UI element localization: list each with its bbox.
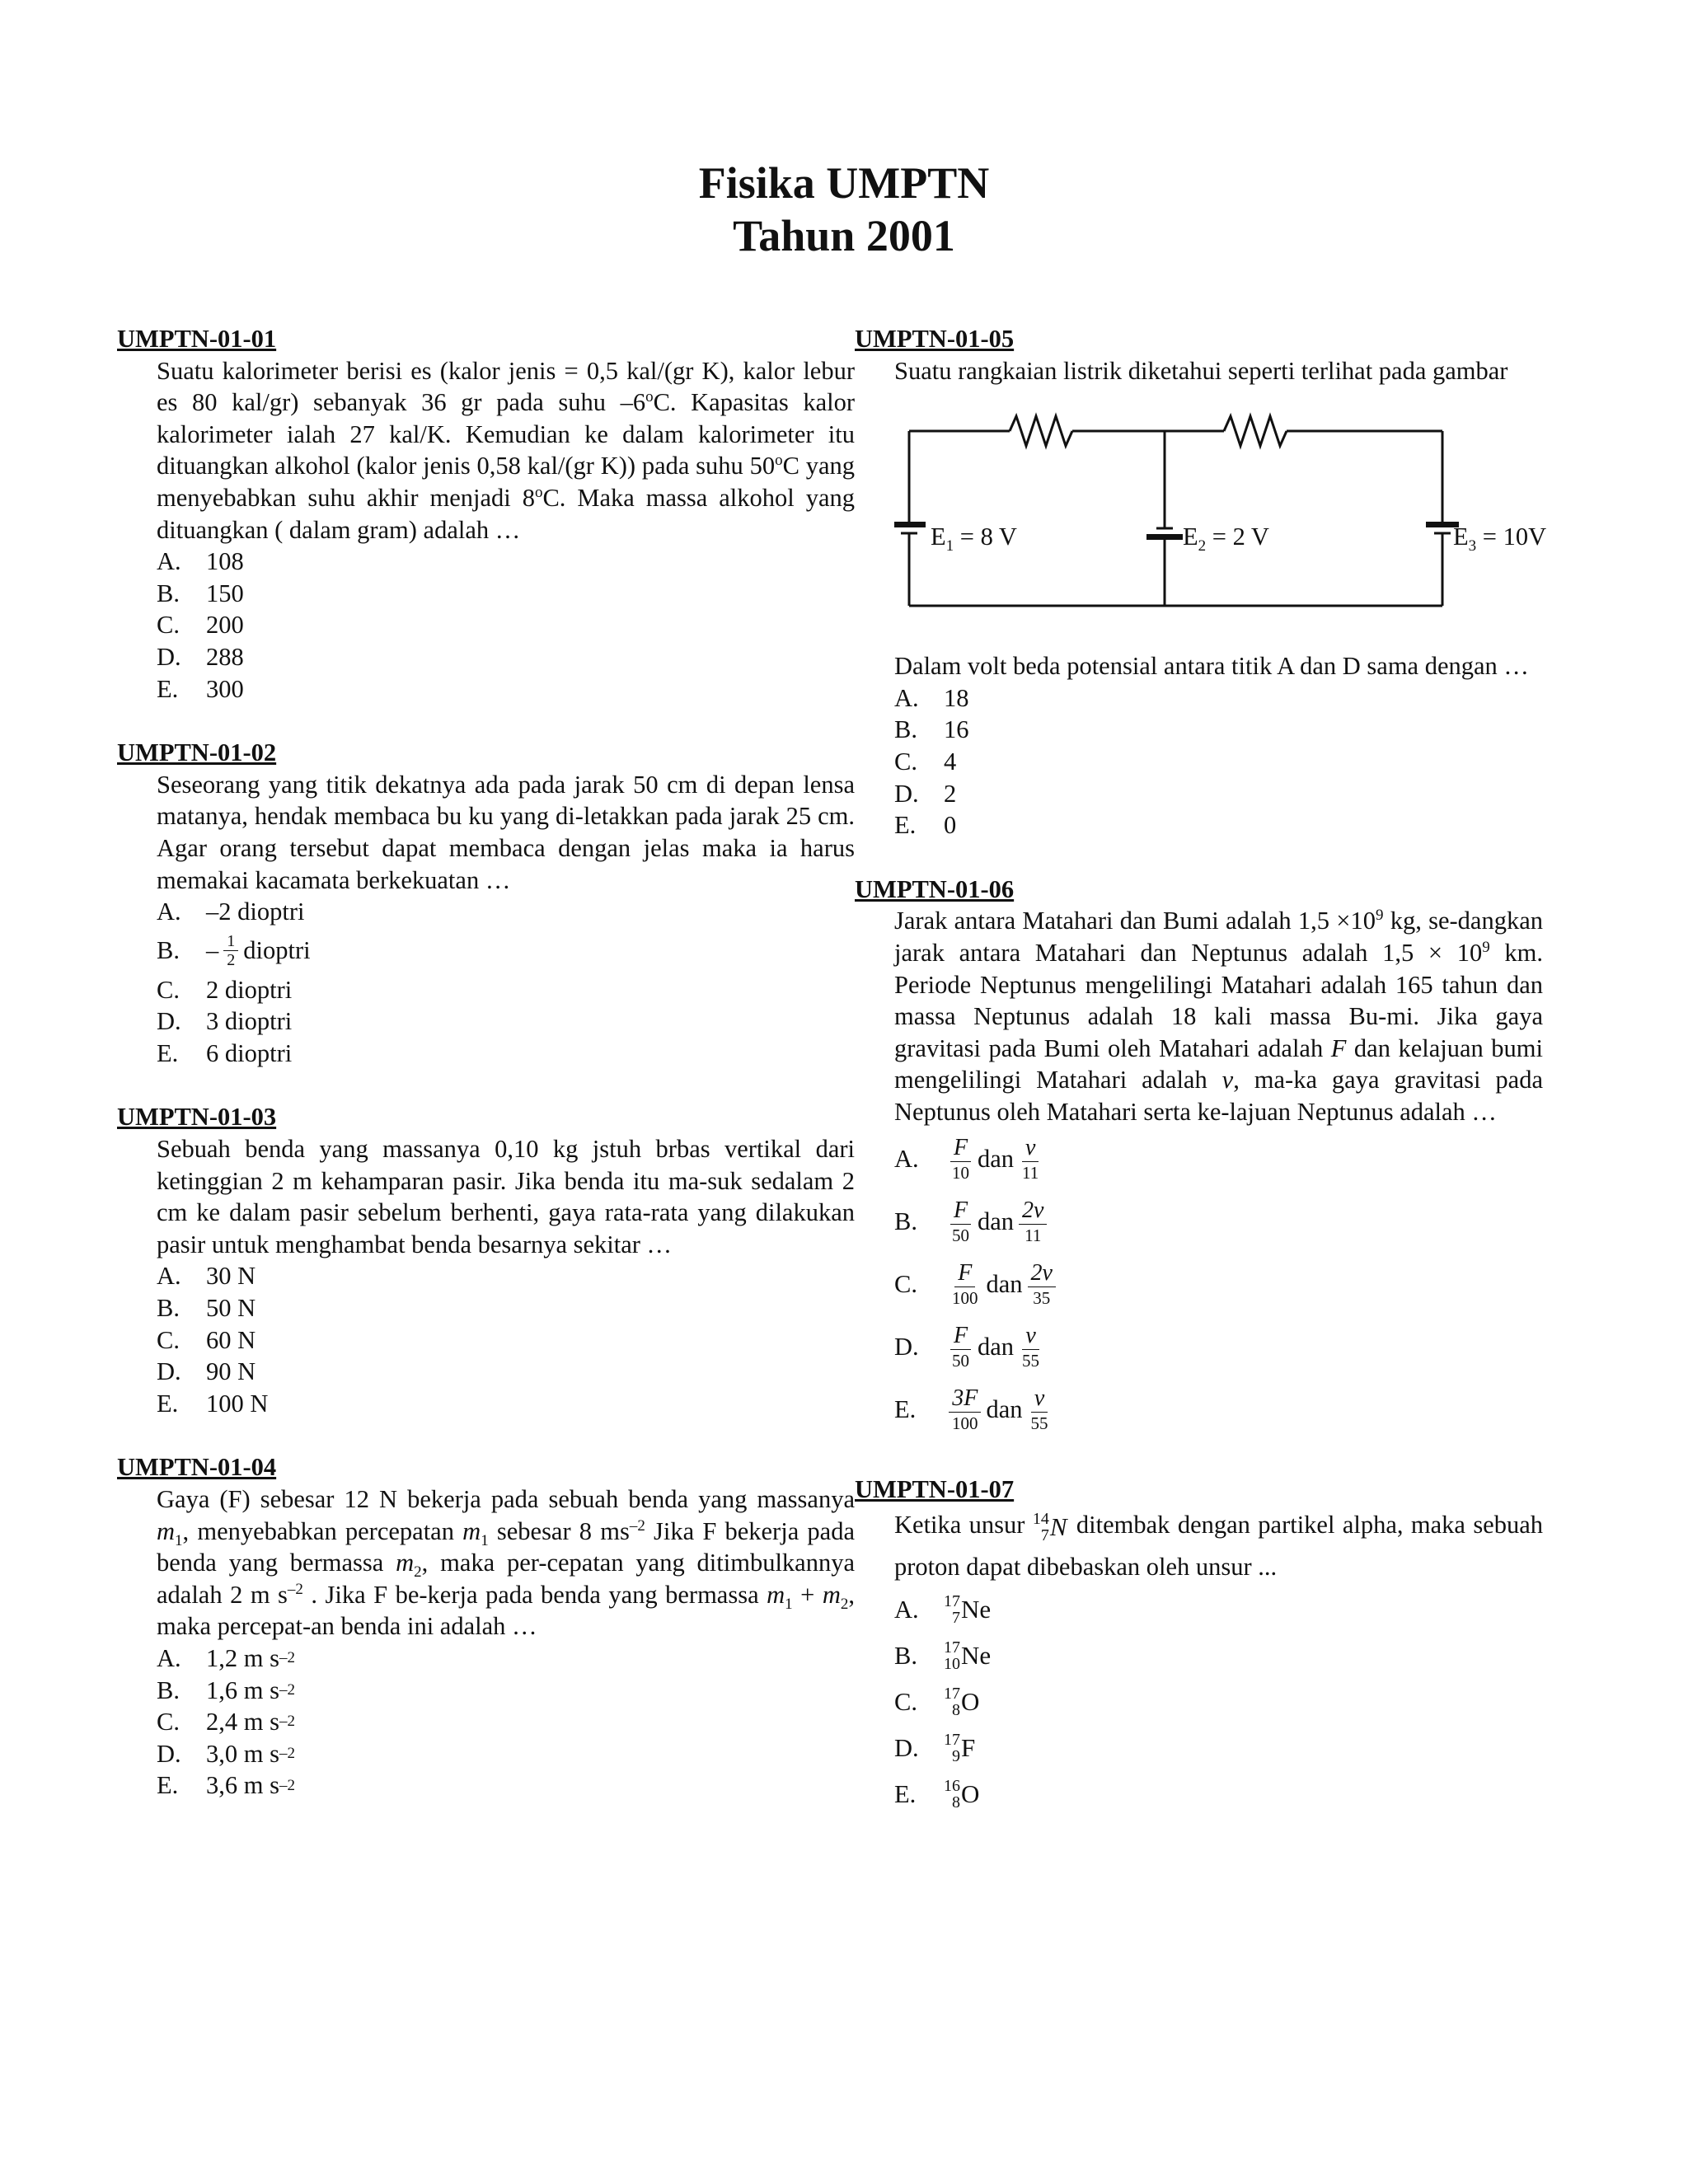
option-a: A. $\frac{F}{10}$ dan $\frac{v}{11}$	[894, 1128, 1543, 1191]
battery-2-label: $E_2 = 2$ V	[1183, 523, 1269, 555]
question-stem: Suatu rangkaian listrik diketahui seperti terlihat pada gambar	[894, 356, 1508, 385]
battery-1-long-plate	[894, 522, 926, 527]
option-a: A. 18	[894, 683, 969, 712]
question-6	[855, 874, 1543, 1441]
fraction: $\frac{v}{11}$	[1022, 1135, 1039, 1183]
fraction: $\frac{F}{50}$	[949, 1323, 973, 1371]
question-id: UMPTN-01-05	[855, 325, 1015, 353]
nuclide: 17 7 Ne	[944, 1592, 992, 1628]
fraction: $\frac{F}{100}$	[952, 1260, 978, 1308]
option-c: C. 4	[894, 747, 957, 776]
option-d: D. $\frac{F}{50}$ dan $\frac{v}{55}$	[894, 1316, 1543, 1379]
option-a: A. 1,2 m s –2	[157, 1643, 295, 1672]
option-e: E. 3,6 m s –2	[157, 1771, 295, 1800]
option-b: B. 150	[157, 579, 244, 607]
question-4	[117, 1451, 855, 1802]
question-stem: Jarak antara Matahari dan Bumi adalah $1,5 \times 10^9$ kg, se-dangkan jarak antara Matahari dan Neptunus adalah $1,5 \times 10^9$ km. Periode Neptunus mengelilingi Matahari adalah 165 tahun dan massa Neptunus adalah 18 kali massa Bu-mi. Jika gaya gravitasi pada Bumi oleh Matahari adalah F dan kelajuan bumi mengelilingi Matahari adalah v, ma-ka gaya gravitasi pada Neptunus oleh Matahari serta ke-lajuan Neptunus adalah …	[894, 907, 1543, 1126]
circuit-diagram	[894, 391, 1578, 630]
battery-1-label: $E_1 = 8$ V	[931, 523, 1017, 555]
question-id: UMPTN-01-02	[117, 738, 277, 767]
option-a: A. 30 N	[157, 1262, 256, 1291]
option-e: E. 100 N	[157, 1389, 269, 1418]
option-d: D. 3 dioptri	[157, 1007, 293, 1036]
fraction: $\frac{v}{55}$	[1030, 1385, 1048, 1433]
right-column	[855, 323, 1547, 1849]
question-7	[855, 1474, 1543, 1818]
circuit-wires	[894, 391, 1578, 630]
question-stem: Suatu kalorimeter berisi es (kalor jenis = 0,5 kal/(gr K), kalor lebur es 80 kal/gr) sebanyak 36 gr pada suhu –6$^o$C. Kapasitas kalor kalorimeter ialah 27 kal/K. Kemudian ke dalam kalorimeter itu dituangkan alkohol (kalor jenis 0,58 kal/(gr K)) pada suhu 50$^o$C yang menyebabkan suhu akhir menjadi 8$^o$C. Maka massa alkohol yang dituangkan ( dalam gram) adalah …	[157, 356, 855, 544]
question-5	[855, 323, 1547, 841]
resistor-2	[1224, 416, 1287, 446]
option-e: E. $\frac{3F}{100}$ dan $\frac{v}{55}$	[894, 1379, 1543, 1441]
question-1	[117, 323, 855, 705]
option-b: B. 1,6 m s –2	[157, 1675, 295, 1704]
option-b: B. 50 N	[157, 1294, 256, 1323]
question-3	[117, 1101, 855, 1419]
option-c: C. 2,4 m s –2	[157, 1708, 295, 1736]
fraction: $\frac{v}{55}$	[1022, 1323, 1040, 1371]
title-line-1: Fisika UMPTN	[698, 158, 990, 208]
battery-2-long-plate	[1146, 534, 1183, 540]
question-id: UMPTN-01-03	[117, 1103, 277, 1132]
option-b: B. – $\frac{1}{2}$ dioptri	[157, 932, 311, 970]
option-d: D. 288	[157, 642, 244, 671]
nuclide: 17 8 O	[944, 1685, 980, 1720]
question-stem: Gaya (F) sebesar 12 N bekerja pada sebuah benda yang massanya $m_1$, menyebabkan percepatan $m_1$ sebesar 8 $ms^{-2}$ Jika F bekerja pada benda yang bermassa $m_2$, maka per-cepatan yang ditimbulkannya adalah 2 m $s^{-2}$ . Jika F be-kerja pada benda yang bermassa $m_1 + m_2$, maka percepat-an benda ini adalah …	[157, 1485, 855, 1641]
option-c: C. 17 8 O	[894, 1685, 980, 1720]
left-column	[117, 323, 855, 1834]
option-e: E. 16 8 O	[894, 1777, 980, 1812]
question-stem-continued: Dalam volt beda potensial antara titik A dan D sama dengan …	[894, 652, 1529, 681]
question-id: UMPTN-01-06	[855, 874, 1015, 903]
question-stem: Ketika unsur 14 7 N ditembak dengan partikel alpha, maka sebuah proton dapat dibebaskan oleh unsur ...	[894, 1505, 1543, 1586]
option-b: B. $\frac{F}{50}$ dan $\frac{2v}{11}$	[894, 1191, 1543, 1254]
fraction: $\frac{3F}{100}$	[949, 1385, 982, 1434]
option-d: D. 90 N	[157, 1357, 256, 1386]
option-d: D. 17 9 F	[894, 1731, 976, 1766]
option-a: A. 17 7 Ne	[894, 1592, 992, 1628]
title-line-2: Tahun 2001	[733, 211, 955, 260]
question-id: UMPTN-01-01	[117, 325, 277, 353]
battery-3-label: $E_3 = 10V$	[1453, 523, 1547, 555]
option-e: E. 6 dioptri	[157, 1038, 293, 1067]
fraction: $\frac{1}{2}$	[223, 932, 238, 969]
option-a: A. –2 dioptri	[157, 898, 305, 926]
nuclide: 17 10 Ne	[944, 1638, 992, 1674]
nuclide: 17 9 F	[944, 1731, 976, 1766]
page-title	[0, 157, 1688, 262]
nuclide: 16 8 O	[944, 1777, 980, 1812]
fraction: $\frac{2v}{11}$	[1019, 1197, 1047, 1246]
option-e: E. 300	[157, 674, 244, 703]
question-id: UMPTN-01-07	[855, 1474, 1015, 1503]
question-stem: Sebuah benda yang massanya 0,10 kg jstuh brbas vertikal dari ketinggian 2 m kehamparan pasir. Jika benda itu ma-suk sedalam 2 cm ke dalam pasir sebelum berhenti, gaya rata-rata yang dilakukan pasir untuk menghambat benda besarnya sekitar …	[157, 1135, 855, 1258]
option-d: D. 2	[894, 779, 957, 808]
resistor-1	[1010, 416, 1072, 446]
option-e: E. 0	[894, 811, 957, 840]
fraction: $\frac{2v}{35}$	[1028, 1260, 1056, 1309]
option-a: A. 108	[157, 547, 244, 576]
option-c: C. 60 N	[157, 1325, 256, 1354]
option-c: C. 200	[157, 611, 244, 640]
option-b: B. 16	[894, 715, 969, 744]
option-c: C. 2 dioptri	[157, 975, 293, 1004]
question-stem: Seseorang yang titik dekatnya ada pada jarak 50 cm di depan lensa matanya, hendak membaca bu ku yang di-letakkan pada jarak 25 cm. Agar orang tersebut dapat membaca dengan jelas maka ia harus memakai kacamata berkekuatan …	[157, 770, 855, 894]
fraction: $\frac{F}{10}$	[949, 1135, 973, 1183]
option-b: B. 17 10 Ne	[894, 1638, 992, 1674]
question-2	[117, 737, 855, 1069]
option-d: D. 3,0 m s –2	[157, 1739, 295, 1768]
question-id: UMPTN-01-04	[117, 1453, 277, 1482]
option-c: C. $\frac{F}{100}$ dan $\frac{2v}{35}$	[894, 1254, 1543, 1316]
fraction: $\frac{F}{50}$	[949, 1197, 973, 1246]
nuclide: 14 7 N	[1032, 1510, 1067, 1545]
